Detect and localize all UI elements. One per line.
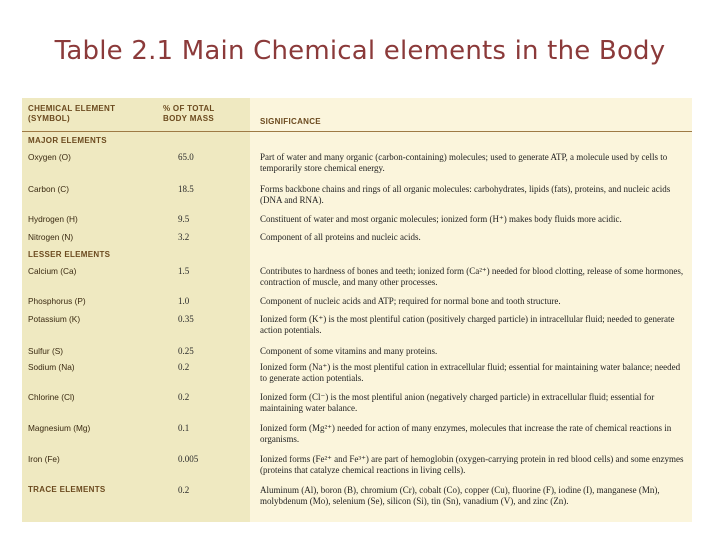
significance-text: Component of nucleic acids and ATP; required for normal bone and tooth structure. (260, 296, 561, 306)
element-name: Iron (Fe) (28, 454, 60, 464)
element-name: Hydrogen (H) (28, 214, 78, 224)
significance-text: Component of all proteins and nucleic acids. (260, 232, 421, 242)
body-mass-value: 0.1 (178, 423, 190, 433)
element-name: Sulfur (S) (28, 346, 64, 356)
section-trace-elements: TRACE ELEMENTS (28, 485, 106, 494)
element-name: Oxygen (O) (28, 152, 71, 162)
body-mass-value: 0.005 (178, 454, 199, 464)
header-element: CHEMICAL ELEMENT (SYMBOL) (28, 104, 116, 123)
element-name: Sodium (Na) (28, 362, 75, 372)
significance-text: Ionized form (Cl⁻) is the most plentiful anion (negatively charged particle) in extracellular fluid; essential for maintaining water balance. (260, 392, 655, 414)
element-name: Chlorine (Cl) (28, 392, 75, 402)
body-mass-value: 0.35 (178, 314, 194, 324)
body-mass-value: 65.0 (178, 152, 194, 162)
significance-text: Contributes to hardness of bones and teeth; ionized form (Ca²⁺) needed for blood clotting, release of some hormones, contraction of muscle, and many other processes. (260, 266, 684, 288)
elements-table (22, 98, 692, 522)
element-name: Phosphorus (P) (28, 296, 86, 306)
significance-text: Forms backbone chains and rings of all organic molecules: carbohydrates, lipids (fats), proteins, and nucleic acids (DNA and RNA). (260, 184, 671, 206)
significance-text: Ionized forms (Fe²⁺ and Fe³⁺) are part of hemoglobin (oxygen-carrying protein in red blood cells) and some enzymes (proteins that catalyze chemical reactions in living cells). (260, 454, 684, 476)
section-major-elements: MAJOR ELEMENTS (28, 136, 107, 145)
body-mass-value: 0.2 (178, 485, 190, 495)
body-mass-value: 18.5 (178, 184, 194, 194)
table-header (22, 98, 692, 132)
significance-text: Ionized form (Mg²⁺) needed for action of many enzymes, molecules that increase the rate of chemical reactions in organisms. (260, 423, 672, 445)
element-name: Magnesium (Mg) (28, 423, 91, 433)
body-mass-value: 1.0 (178, 296, 190, 306)
header-mass: % OF TOTAL BODY MASS (163, 104, 215, 123)
significance-text: Ionized form (K⁺) is the most plentiful cation (positively charged particle) in intracellular fluid; needed to generate action potentials. (260, 314, 675, 336)
element-name: Calcium (Ca) (28, 266, 77, 276)
header-significance: SIGNIFICANCE (260, 117, 321, 126)
body-mass-value: 0.2 (178, 362, 190, 372)
element-name: Potassium (K) (28, 314, 81, 324)
element-name: Nitrogen (N) (28, 232, 74, 242)
slide-title: Table 2.1 Main Chemical elements in the Body (54, 36, 666, 66)
body-mass-value: 1.5 (178, 266, 190, 276)
significance-text: Ionized form (Na⁺) is the most plentiful cation in extracellular fluid; essential for maintaining water balance; needed to generate action potentials. (260, 362, 681, 384)
body-mass-value: 0.25 (178, 346, 194, 356)
significance-text: Aluminum (Al), boron (B), chromium (Cr), cobalt (Co), copper (Cu), fluorine (F), iodine (I), manganese (Mn), molybdenum (Mo), selenium (Se), silicon (Si), tin (Sn), vanadium (V), and zinc (Zn). (260, 485, 660, 507)
body-mass-value: 0.2 (178, 392, 190, 402)
body-mass-value: 9.5 (178, 214, 190, 224)
element-name: Carbon (C) (28, 184, 70, 194)
significance-text: Part of water and many organic (carbon-containing) molecules; used to generate ATP, a molecule used by cells to temporarily store chemical energy. (260, 152, 668, 174)
significance-text: Constituent of water and most organic molecules; ionized form (H⁺) makes body fluids more acidic. (260, 214, 622, 224)
body-mass-value: 3.2 (178, 232, 190, 242)
significance-text: Component of some vitamins and many proteins. (260, 346, 438, 356)
section-lesser-elements: LESSER ELEMENTS (28, 250, 111, 259)
